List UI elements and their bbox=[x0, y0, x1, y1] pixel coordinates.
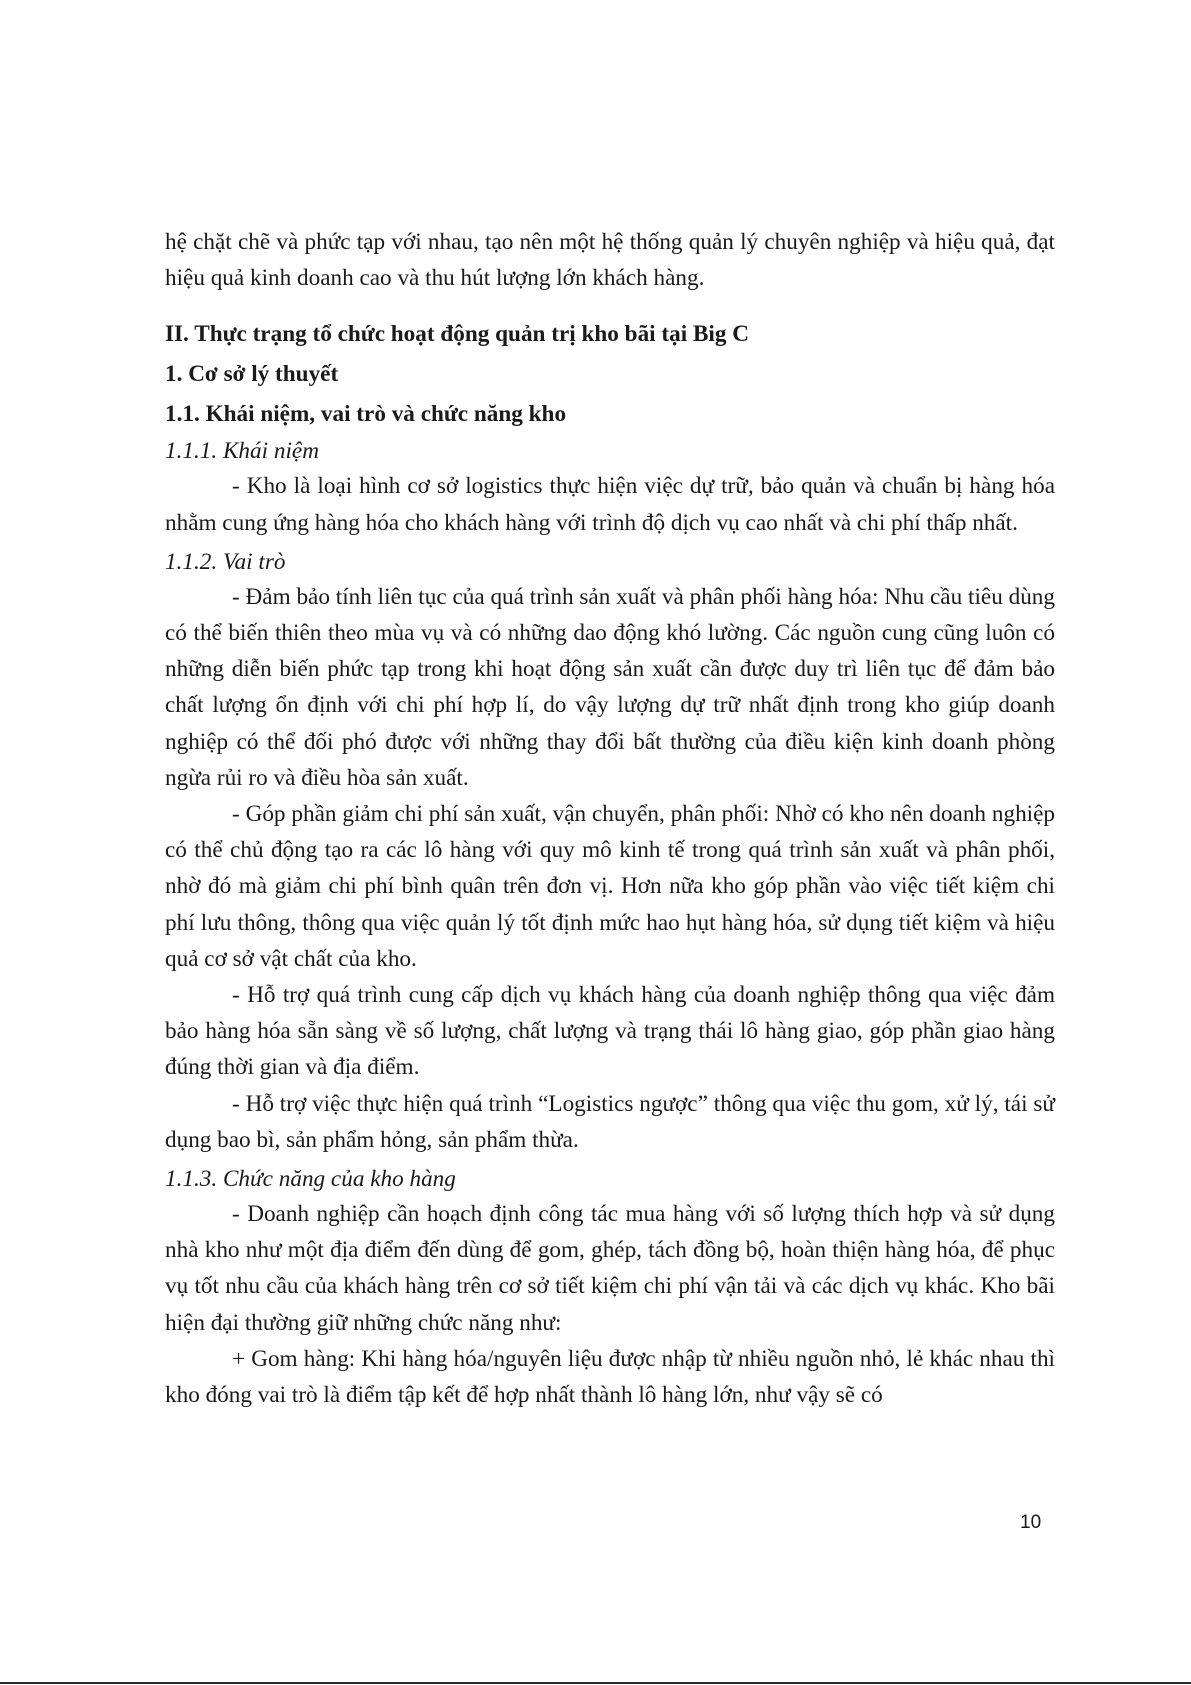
function-paragraph: - Doanh nghiệp cần hoạch định công tác mua hàng với số lượng thích hợp và sử dụng nhà kho như một địa điểm đến dùng để gom, ghép, tách đồng bộ, hoàn thiện hàng hóa, để phục vụ tốt nhu cầu của khách hàng trên cơ sở tiết kiệm chi phí vận tải và các dịch vụ khác. Kho bãi hiện đại thường giữ những chức năng như: bbox=[165, 1201, 1055, 1336]
role-paragraph: - Đảm bảo tính liên tục của quá trình sản xuất và phân phối hàng hóa: Nhu cầu tiêu dùng có thể biến thiên theo mùa vụ và có những dao động khó lường. Các nguồn cung cũng luôn có những diễn biến phức tạp trong khi hoạt động sản xuất cần được duy trì liên tục để đảm bảo chất lượng ổn định với chi phí hợp lí, do vậy lượng dự trữ nhất định trong kho giúp doanh nghiệp có thể đối phó được với những thay đổi bất thường của điều kiện kinh doanh phòng ngừa rủi ro và điều hòa sản xuất. bbox=[165, 583, 1055, 791]
concept-paragraph: - Kho là loại hình cơ sở logistics thực hiện việc dự trữ, bảo quản và chuẩn bị hàng hóa nhằm cung ứng hàng hóa cho khách hàng với trình độ dịch vụ cao nhất và chi phí thấp nhất. bbox=[165, 473, 1055, 536]
document-body bbox=[165, 224, 1055, 1413]
function-paragraph: + Gom hàng: Khi hàng hóa/nguyên liệu được nhập từ nhiều nguồn nhỏ, lẻ khác nhau thì kho đóng vai trò là điểm tập kết để hợp nhất thành lô hàng lớn, như vậy sẽ có bbox=[165, 1345, 1055, 1409]
page-bottom-rule bbox=[0, 1682, 1191, 1684]
subsubsection-heading: 1.1. Khái niệm, vai trò và chức năng kho bbox=[165, 401, 567, 428]
concept-heading: 1.1.1. Khái niệm bbox=[165, 438, 319, 465]
function-heading: 1.1.3. Chức năng của kho hàng bbox=[165, 1166, 456, 1193]
page-number: 10 bbox=[1020, 1512, 1042, 1533]
section-heading: II. Thực trạng tổ chức hoạt động quản trị kho bãi tại Big C bbox=[165, 321, 750, 348]
role-heading: 1.1.2. Vai trò bbox=[165, 548, 286, 575]
continuation-paragraph: hệ chặt chẽ và phức tạp với nhau, tạo nên một hệ thống quản lý chuyên nghiệp và hiệu quả, đạt hiệu quả kinh doanh cao và thu hút lượng lớn khách hàng. bbox=[165, 229, 1055, 292]
subsection-heading: 1. Cơ sở lý thuyết bbox=[165, 361, 339, 388]
role-paragraph: - Hỗ trợ việc thực hiện quá trình “Logistics ngược” thông qua việc thu gom, xử lý, tái sử dụng bao bì, sản phẩm hỏng, sản phẩm thừa. bbox=[165, 1090, 1055, 1153]
role-paragraph: - Góp phần giảm chi phí sản xuất, vận chuyển, phân phối: Nhờ có kho nên doanh nghiệp có thể chủ động tạo ra các lô hàng với quy mô kinh tế trong quá trình sản xuất và phân phối, nhờ đó mà giảm chi phí bình quân trên đơn vị. Hơn nữa kho góp phần vào việc tiết kiệm chi phí lưu thông, thông qua việc quản lý tốt định mức hao hụt hàng hóa, sử dụng tiết kiệm và hiệu quả cơ sở vật chất của kho. bbox=[165, 801, 1055, 972]
role-paragraph: - Hỗ trợ quá trình cung cấp dịch vụ khách hàng của doanh nghiệp thông qua việc đảm bảo hàng hóa sẵn sàng về số lượng, chất lượng và trạng thái lô hàng giao, góp phần giao hàng đúng thời gian và địa điểm. bbox=[165, 982, 1055, 1081]
